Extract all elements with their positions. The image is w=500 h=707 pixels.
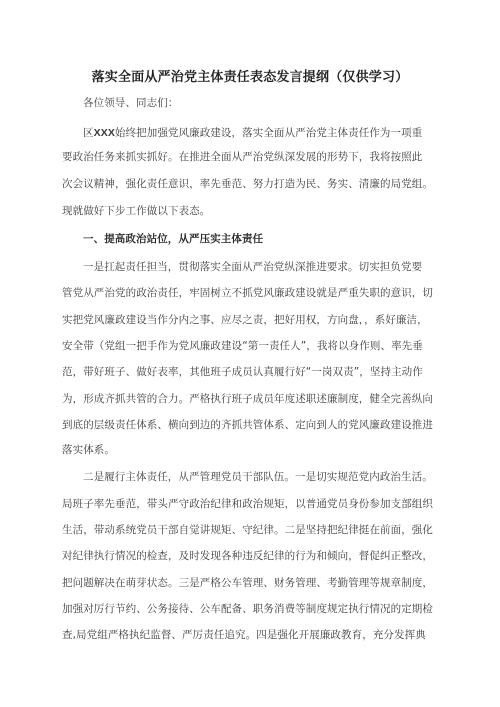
intro-line: 要政治任务来抓实抓好。在推进全面从严治党纵深发展的形势下，我将按照此 — [62, 151, 423, 163]
intro-line-text: 始终把加强党风廉政建设，落实全面从严治党主体责任作为一项重 — [114, 127, 423, 139]
paragraph-line: 为，形成齐抓共管的合力。严格执行班子成员年度述职述廉制度，健全完善纵向 — [62, 393, 433, 405]
paragraph-line: 把问题解决在萌芽状态。三是严格公车管理、财务管理、考勤管理等规章制度， — [62, 577, 433, 589]
paragraph-line: 范，带好班子、做好表率，其他班子成员认真履行好“一岗双责”，坚持主动作 — [62, 366, 423, 378]
section-heading: 一、提高政治站位，从严压实主体责任 — [83, 233, 264, 245]
paragraph-line: 一是扛起责任担当，贯彻落实全面从严治党纵深推进要求。切实担负党要 — [83, 261, 423, 273]
intro-line — [83, 126, 442, 140]
paragraph-line: 加强对厉行节约、公务接待、公车配备、职务消费等制度规定执行情况的定期检 — [62, 603, 433, 615]
paragraph-line: 实把党风廉政建设当作分内之事、应尽之责，把好用权，方向盘，，系好廉洁， — [62, 314, 428, 326]
paragraph-line: 对纪律执行情况的检查，及时发现各种违反纪律的行为和倾向，督促纠正整改， — [62, 550, 433, 562]
document-title: 落实全面从严治党主体责任表态发言提纲（仅供学习） — [91, 70, 409, 85]
paragraph-line: 查,局党组严格执纪监督、严厉责任追究。四是强化开展廉政教育，充分发挥典 — [62, 629, 426, 641]
paragraph-line: 二是履行主体责任，从严管理党员干部队伍。一是切实规范党内政治生活。 — [83, 471, 433, 483]
paragraph-line: 安全带（党组一把手作为党风廉政建设“第一责任人”，我将以身作则、率先垂 — [62, 340, 423, 352]
paragraph-line: 落实体系。 — [62, 444, 115, 456]
paragraph-line: 生活，带动系统党员干部自觉讲规矩、守纪律。二是坚持把纪律挺在前面，强化 — [62, 524, 433, 536]
paragraph-line: 管党从严治党的政治责任，牢固树立不抓党风廉政建设就是严重失职的意识，切 — [62, 287, 433, 299]
intro-prefix: 区 — [83, 127, 94, 139]
paragraph-line: 到底的层级责任体系、横向到边的齐抓共管体系、定向到人的党风廉政建设推进 — [62, 419, 433, 431]
intro-line: 次会议精神，强化责任意识，率先垂范、努力打造为民、务实、清廉的局党组。 — [62, 178, 433, 190]
paragraph-line: 局班子率先垂范，带头严守政治纪律和政治规矩，以普通党员身份参加支部组织 — [62, 498, 433, 510]
intro-line: 现就做好下步工作做以下表态。 — [62, 205, 211, 217]
intro-bold-name: XXX — [93, 127, 115, 139]
salutation: 各位领导、同志们： — [83, 97, 179, 109]
